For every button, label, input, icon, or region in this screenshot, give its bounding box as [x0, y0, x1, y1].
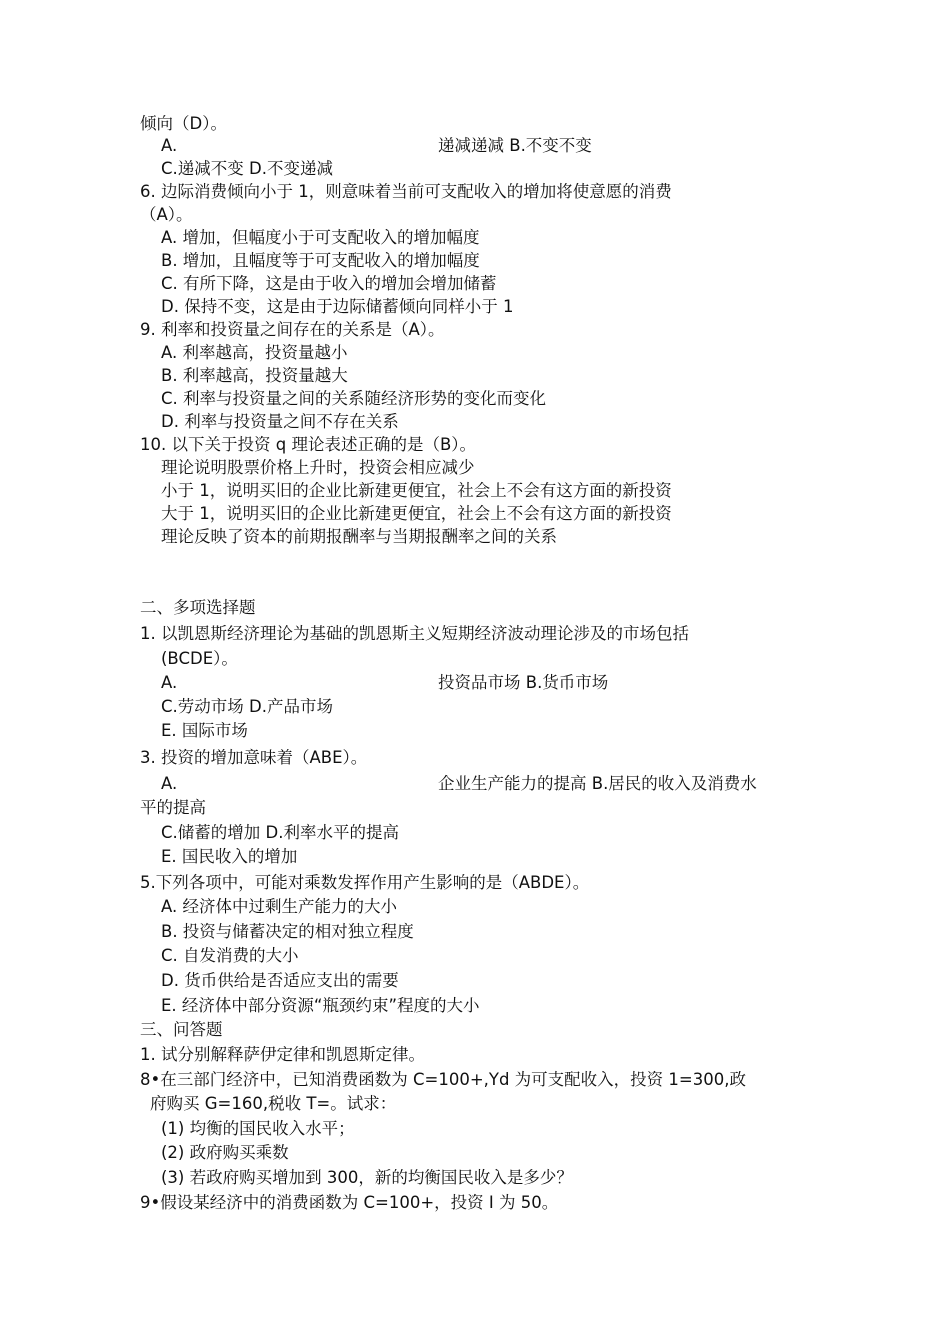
option-line: 理论说明股票价格上升时，投资会相应减少 [161, 458, 475, 477]
option-label: A. [161, 774, 178, 793]
option-line: B. 投资与储蓄决定的相对独立程度 [161, 922, 414, 941]
question-line: 6. 边际消费倾向小于 1，则意味着当前可支配收入的增加将使意愿的消费 [140, 182, 672, 201]
question-line: 1. 以凯恩斯经济理论为基础的凯恩斯主义短期经济波动理论涉及的市场包括 [140, 624, 689, 643]
question-line: 10. 以下关于投资 q 理论表述正确的是（B）。 [140, 435, 477, 454]
section-heading: 二、多项选择题 [140, 598, 256, 617]
option-line: A. 增加，但幅度小于可支配收入的增加幅度 [161, 228, 480, 247]
option-line: A. 利率越高，投资量越小 [161, 343, 348, 362]
option-line: D. 利率与投资量之间不存在关系 [161, 412, 399, 431]
option-label: A. [161, 673, 178, 692]
text-line: C.递减不变 D.不变递减 [161, 159, 333, 178]
text-line: (BCDE）。 [161, 649, 238, 668]
text-line: （A）。 [140, 205, 193, 224]
text-line: C.储蓄的增加 D.利率水平的提高 [161, 823, 399, 842]
question-line: 5.下列各项中，可能对乘数发挥作用产生影响的是（ABDE）。 [140, 873, 590, 892]
text-line: 递减递减 B.不变不变 [438, 136, 592, 155]
option-line: B. 利率越高，投资量越大 [161, 366, 348, 385]
text-line: 企业生产能力的提高 B.居民的收入及消费水 [438, 774, 757, 793]
question-line: 9•假设某经济中的消费函数为 C=100+，投资 I 为 50。 [140, 1193, 559, 1212]
question-line: 8•在三部门经济中，已知消费函数为 C=100+,Yd 为可支配收入，投资 1=300,政 [140, 1070, 746, 1089]
option-line: 小于 1，说明买旧的企业比新建更便宜，社会上不会有这方面的新投资 [161, 481, 672, 500]
option-line: E. 国民收入的增加 [161, 847, 298, 866]
sub-question: (3) 若政府购买增加到 300，新的均衡国民收入是多少？ [161, 1168, 573, 1187]
option-line: D. 货币供给是否适应支出的需要 [161, 971, 399, 990]
option-line: C. 有所下降，这是由于收入的增加会增加储蓄 [161, 274, 497, 293]
sub-question: (2) 政府购买乘数 [161, 1143, 289, 1162]
option-line: C. 利率与投资量之间的关系随经济形势的变化而变化 [161, 389, 547, 408]
option-line: 理论反映了资本的前期报酬率与当期报酬率之间的关系 [161, 527, 557, 546]
option-line: B. 增加，且幅度等于可支配收入的增加幅度 [161, 251, 480, 270]
question-line: 3. 投资的增加意味着（ABE）。 [140, 748, 368, 767]
question-line: 9. 利率和投资量之间存在的关系是（A）。 [140, 320, 445, 339]
option-line: 大于 1，说明买旧的企业比新建更便宜，社会上不会有这方面的新投资 [161, 504, 672, 523]
text-line: 平的提高 [140, 798, 206, 817]
option-line: D. 保持不变，这是由于边际储蓄倾向同样小于 1 [161, 297, 514, 316]
option-line: A. 经济体中过剩生产能力的大小 [161, 897, 397, 916]
text-line: 府购买 G=160,税收 T=。试求： [150, 1094, 397, 1113]
sub-question: (1) 均衡的国民收入水平； [161, 1119, 355, 1138]
option-line: C. 自发消费的大小 [161, 946, 299, 965]
option-line: E. 经济体中部分资源“瓶颈约束”程度的大小 [161, 996, 480, 1015]
text-line: 倾向（D）。 [140, 114, 227, 133]
option-label: A. [161, 136, 178, 155]
option-line: E. 国际市场 [161, 721, 248, 740]
text-line: 投资品市场 B.货币市场 [438, 673, 609, 692]
section-heading: 三、问答题 [140, 1020, 223, 1039]
question-line: 1. 试分别解释萨伊定律和凯恩斯定律。 [140, 1045, 425, 1064]
text-line: C.劳动市场 D.产品市场 [161, 697, 333, 716]
